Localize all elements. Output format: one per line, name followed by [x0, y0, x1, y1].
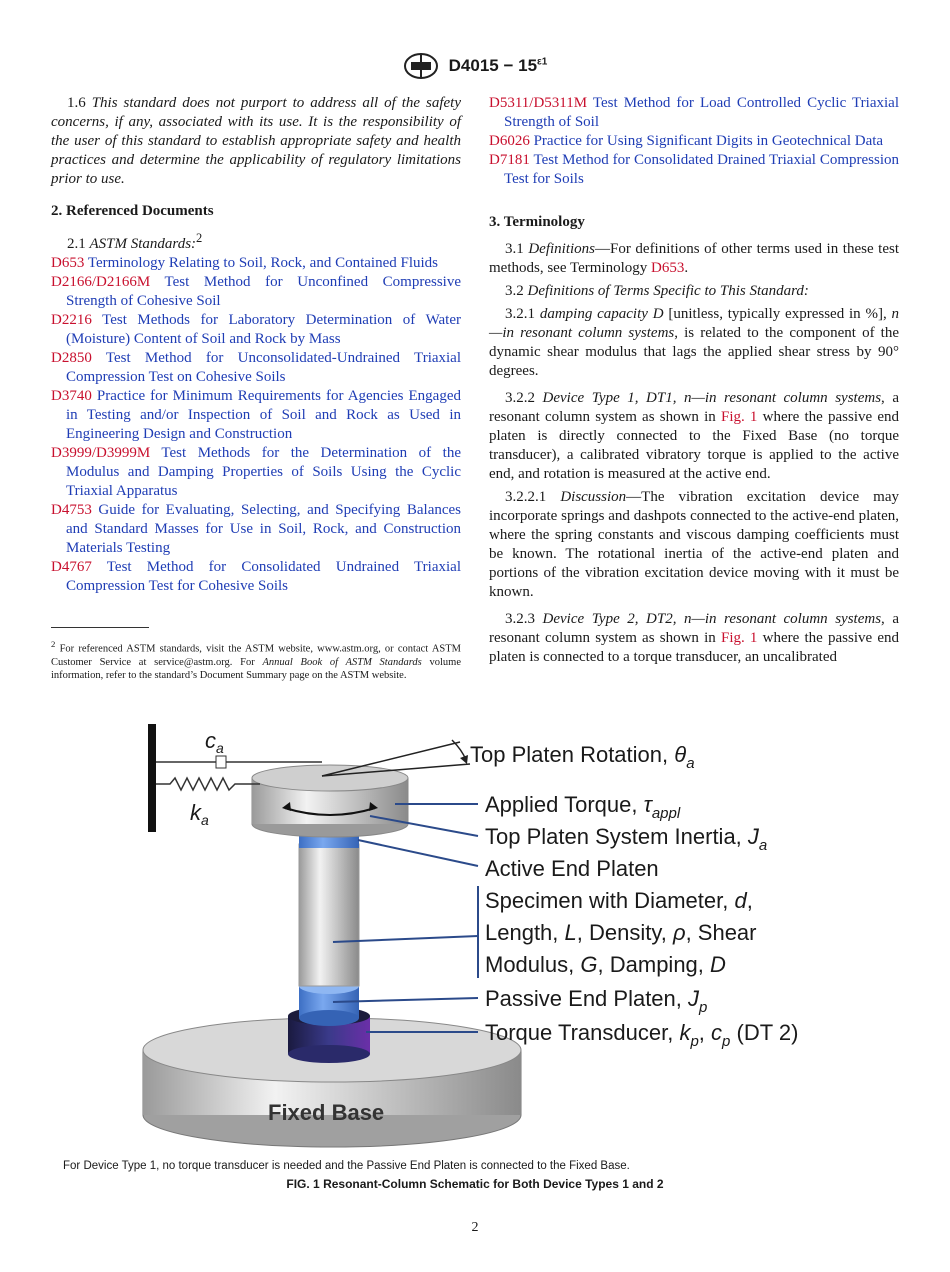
para-2-1: 2.1 ASTM Standards:$^2$	[67, 231, 203, 252]
label-specimen-line-2: Length, L, Density, ρ, Shear	[485, 920, 757, 945]
para-3-2-3: 3.2.3 Device Type 2, DT2, n—in resonant column systems, a resonant column system as shown in Fig. 1 where the passive end platen is connected to a torque transducer, an uncalibrated	[489, 611, 900, 665]
reference-title-link[interactable]: Test Method for Unconfined Compressive Strength of Cohesive Soil	[66, 274, 461, 309]
reference-list	[51, 254, 461, 596]
reference-title-link[interactable]: Test Methods for Laboratory Determination of Water (Moisture) Content of Soil and Rock by Mass	[66, 312, 461, 347]
link-fig-1[interactable]: Fig. 1	[720, 409, 758, 425]
label-specimen-line-3: Modulus, G, Damping, D	[485, 952, 726, 977]
reference-item	[51, 311, 461, 349]
reference-item	[489, 151, 899, 189]
reference-code-link[interactable]: D3999/D3999M	[51, 445, 151, 461]
figure-1-schematic	[60, 716, 890, 1156]
reference-item	[51, 558, 461, 596]
reference-title-link[interactable]: Test Method for Consolidated Undrained Triaxial Compression Test for Cohesive Soils	[66, 559, 461, 594]
label-top-platen-rotation: Top Platen Rotation, $\theta_a$	[470, 742, 695, 772]
label-applied-torque: Applied Torque, $\tau_{appl}$	[485, 792, 681, 822]
ka-label: $k_a$	[190, 800, 209, 828]
standard-designation: $D4015 - 15^{\varepsilon 1}$	[448, 56, 548, 75]
specimen	[299, 844, 359, 986]
para-3-2-2-1: 3.2.2.1 Discussion—The vibration excitation device may incorporate springs and dashpots connected to the active-end platen, where the spring constants and viscous damping coefficients must be known. The rotational inertia of the active-end platen and portions of the vibration excitation device moving with it must be known.	[489, 489, 899, 600]
reference-item	[51, 501, 461, 558]
reference-code-link[interactable]: D653	[51, 255, 85, 271]
label-passive-end-platen: Passive End Platen, $J_p$	[485, 986, 708, 1016]
page-number: 2	[471, 1220, 479, 1235]
fixed-base-label: Fixed Base	[268, 1100, 385, 1125]
reference-code-link[interactable]: D5311/D5311M	[489, 95, 588, 111]
reference-code-link[interactable]: D6026	[489, 133, 530, 149]
reference-title-link[interactable]: Test Methods for the Determination of the Modulus and Damping Properties of Soils Using the Cyclic Triaxial Apparatus	[66, 445, 461, 499]
para-1-6: 1.6 This standard does not purport to address all of the safety concerns, if any, associated with its use. It is the responsibility of the user of this standard to establish appropriate safety and health practices and determine the applicability of regulatory limitations prior to use.	[51, 95, 462, 187]
reference-code-link[interactable]: D2216	[51, 312, 92, 328]
reference-list-continued	[489, 94, 899, 189]
reference-code-link[interactable]: D3740	[51, 388, 92, 404]
reference-title-link[interactable]: Test Method for Load Controlled Cyclic Triaxial Strength of Soil	[504, 95, 899, 130]
section-3-heading: 3. Terminology	[489, 214, 585, 230]
figure-note: For Device Type 1, no torque transducer is needed and the Passive End Platen is connected to the Fixed Base.	[63, 1160, 630, 1172]
label-torque-transducer: Torque Transducer, $k_p$, $c_p$ (DT 2)	[485, 1020, 799, 1050]
para-3-2-1: 3.2.1 damping capacity D [unitless, typically expressed in %], n—in resonant column systems, is related to the component of the dynamic shear modulus that lags the applied shear stress by 90° degrees.	[489, 306, 900, 379]
page-header	[0, 52, 950, 80]
astm-logo-icon	[403, 52, 439, 80]
reference-title-link[interactable]: Practice for Using Significant Digits in Geotechnical Data	[533, 133, 884, 149]
label-top-platen-inertia: Top Platen System Inertia, $J_a$	[485, 824, 768, 854]
reference-title-link[interactable]: Practice for Minimum Requirements for Agencies Engaged in Testing and/or Inspection of Soil and Rock as Used in Engineering Design and Construction	[66, 388, 461, 442]
footnote-divider	[51, 627, 149, 628]
reference-item	[51, 254, 461, 273]
section-2-heading: 2. Referenced Documents	[51, 203, 214, 219]
reference-item	[51, 387, 461, 444]
label-active-end-platen: Active End Platen	[485, 856, 659, 881]
figure-caption: FIG. 1 Resonant-Column Schematic for Both Device Types 1 and 2	[286, 1177, 664, 1191]
reference-item	[51, 273, 461, 311]
footnote: $^2$ For referenced ASTM standards, visit the ASTM website, www.astm.org, or contact ASTM Customer Service at service@astm.org. For Annual Book of ASTM Standards volume information, refer to the standard’s Document Summary page on the ASTM website.	[51, 639, 462, 681]
reference-title-link[interactable]: Test Method for Consolidated Drained Triaxial Compression Test for Soils	[504, 152, 900, 187]
reference-item	[489, 94, 899, 132]
label-specimen-line-1: Specimen with Diameter, d,	[485, 888, 753, 913]
reference-code-link[interactable]: D2850	[51, 350, 92, 366]
link-d653[interactable]: D653	[650, 260, 685, 276]
reference-item	[51, 444, 461, 501]
left-column	[51, 94, 461, 596]
link-fig-1[interactable]: Fig. 1	[720, 630, 758, 646]
reference-title-link[interactable]: Guide for Evaluating, Selecting, and Specifying Balances and Standard Masses for Use in Soil, Rock, and Construction Materials Testing	[66, 502, 462, 556]
reference-title-link[interactable]: Terminology Relating to Soil, Rock, and Contained Fluids	[87, 255, 439, 271]
para-3-2-2: 3.2.2 Device Type 1, DT1, n—in resonant column systems, a resonant column system as shown in Fig. 1 where the passive end platen is directly connected to the Fixed Base (no torque transducer), a calibrated vibratory torque is applied to the active end, and rotation is measured at the active end.	[489, 390, 900, 482]
rotation-indicator	[322, 740, 470, 776]
reference-code-link[interactable]: D2166/D2166M	[51, 274, 151, 290]
reference-item	[51, 349, 461, 387]
reference-code-link[interactable]: D4753	[51, 502, 92, 518]
para-3-2: 3.2 Definitions of Terms Specific to This Standard:	[505, 283, 809, 299]
right-column	[489, 94, 899, 667]
reference-item	[489, 132, 899, 151]
para-3-1: 3.1 Definitions—For definitions of other terms used in these test methods, see Terminology D653.	[489, 241, 900, 276]
ca-label: $c_a$	[205, 728, 224, 756]
reference-code-link[interactable]: D4767	[51, 559, 92, 575]
reference-code-link[interactable]: D7181	[489, 152, 530, 168]
reference-title-link[interactable]: Test Method for Unconsolidated-Undrained Triaxial Compression Test on Cohesive Soils	[66, 350, 462, 385]
